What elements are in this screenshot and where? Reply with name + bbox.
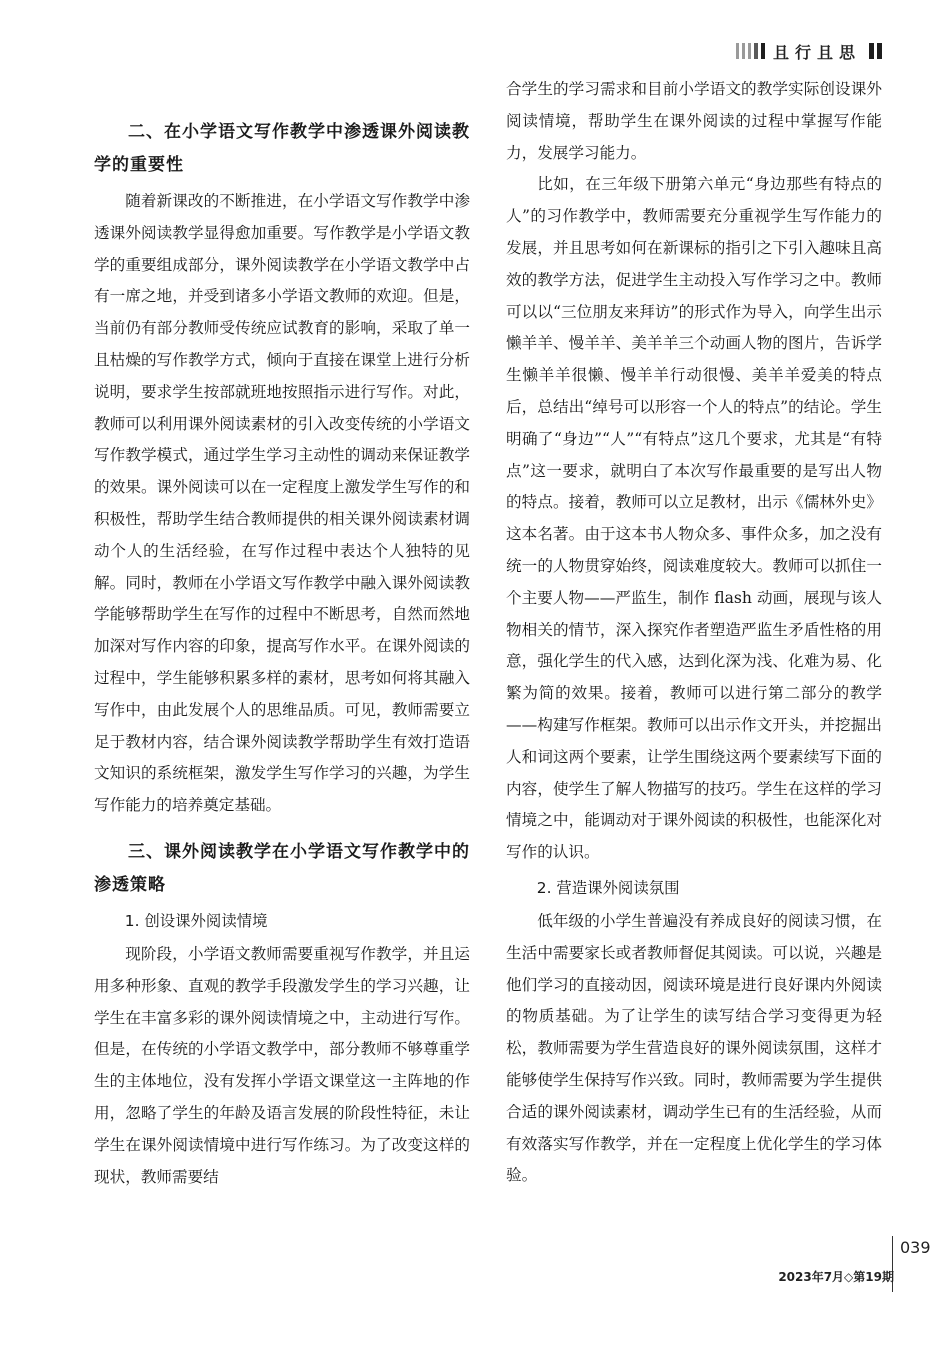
subsection-1-heading: 1. 创设课外阅读情境 [124, 911, 268, 930]
page-number: 039 [900, 1238, 931, 1257]
section-3-heading: 三、课外阅读教学在小学语文写作教学中的渗透策略 [94, 841, 470, 895]
subsection-1-continuation: 合学生的学习需求和目前小学语文的教学实际创设课外阅读情境，帮助学生在课外阅读的过程中掌握写作能力，发展学习能力。 [506, 80, 882, 162]
column-title: 且行且思 [772, 42, 861, 62]
header-stripes-decoration [736, 43, 765, 59]
example-paragraph: 比如，在三年级下册第六单元“身边那些有特点的人”的习作教学中，教师需要充分重视学生写作能力的发展，并且思考如何在新课标的指引之下引入趣味且高效的教学方法，促进学生主动投入写作学习之中。教师可以以“三位朋友来拜访”的形式作为导入，向学生出示懒羊羊、慢羊羊、美羊羊三个动画人物的图片，告诉学生懒羊羊很懒、慢羊羊行动很慢、美羊羊爱美的特点后，总结出“绰号可以形容一个人的特点”的结论。学生明确了“身边”“人”“有特点”这几个要求，尤其是“有特点”这一要求，就明白了本次写作最重要的是写出人物的特点。接着，教师可以立足教材，出示《儒林外史》这本名著。由于这本书人物众多、事件众多，加之没有统一的人物贯穿始终，阅读难度较大。教师可以抓住一个主要人物——严监生，制作 flash 动画，展现与该人物相关的情节，深入探究作者塑造严监生矛盾性格的用意，强化学生的代入感，达到化深为浅、化难为易、化繁为简的效果。接着，教师可以进行第二部分的教学——构建写作框架。教师可以出示作文开头，并挖掘出人和词这两个要素，让学生围绕这两个要素续写下面的内容，使学生了解人物描写的技巧。学生在这样的学习情境之中，能调动对于课外阅读的积极性，也能深化对写作的认识。 [506, 175, 882, 862]
running-header [736, 40, 882, 62]
subsection-1-paragraph: 现阶段，小学语文教师需要重视写作教学，并且运用多种形象、直观的教学手段激发学生的学习兴趣，让学生在丰富多彩的课外阅读情境之中，主动进行写作。但是，在传统的小学语文教学中，部分教师不够尊重学生的主体地位，没有发挥小学语文课堂这一主阵地的作用，忽略了学生的年龄及语言发展的阶段性特征，未让学生在课外阅读情境中进行写作练习。为了改变这样的现状，教师需要结 [94, 944, 470, 1186]
section-2-heading: 二、在小学语文写作教学中渗透课外阅读教学的重要性 [94, 122, 470, 175]
section-2-paragraph: 随着新课改的不断推进，在小学语文写作教学中渗透课外阅读教学显得愈加重要。写作教学是小学语文教学的重要组成部分，课外阅读教学在小学语文教学中占有一席之地，并受到诸多小学语文教师的欢迎。但是，当前仍有部分教师受传统应试教育的影响，采取了单一且枯燥的写作教学方式，倾向于直接在课堂上进行分析说明，要求学生按部就班地按照指示进行写作。对此，教师可以利用课外阅读素材的引入改变传统的小学语文写作教学模式，通过学生学习主动性的调动来保证教学的效果。课外阅读可以在一定程度上激发学生写作的和积极性，帮助学生结合教师提供的相关课外阅读素材调动个人的生活经验，在写作过程中表达个人独特的见解。同时，教师在小学语文写作教学中融入课外阅读教学能够帮助学生在写作的过程中不断思考，自然而然地加深对写作内容的印象，提高写作水平。在课外阅读的过程中，学生能够积累多样的素材，思考如何将其融入写作中，由此发展个人的思维品质。可见，教师需要立足于教材内容，结合课外阅读教学帮助学生有效打造语文知识的系统框架，激发学生写作学习的兴趣，为学生写作能力的培养奠定基础。 [94, 192, 470, 815]
header-end-bars-decoration [869, 43, 882, 59]
subsection-2-paragraph: 低年级的小学生普遍没有养成良好的阅读习惯，在生活中需要家长或者教师督促其阅读。可以说，兴趣是他们学习的直接动因，阅读环境是进行良好课内外阅读的物质基础。为了让学生的读写结合学习变得更为轻松，教师需要为学生营造良好的课外阅读氛围，这样才能够使学生保持写作兴致。同时，教师需要为学生提供合适的课外阅读素材，调动学生已有的生活经验，从而有效落实写作教学，并在一定程度上优化学生的学习体验。 [506, 911, 882, 1185]
right-column [506, 74, 882, 1192]
left-column [94, 114, 470, 1193]
subsection-2-heading: 2. 营造课外阅读氛围 [536, 878, 680, 897]
issue-label: 2023年7月◇第19期 [778, 1270, 894, 1284]
